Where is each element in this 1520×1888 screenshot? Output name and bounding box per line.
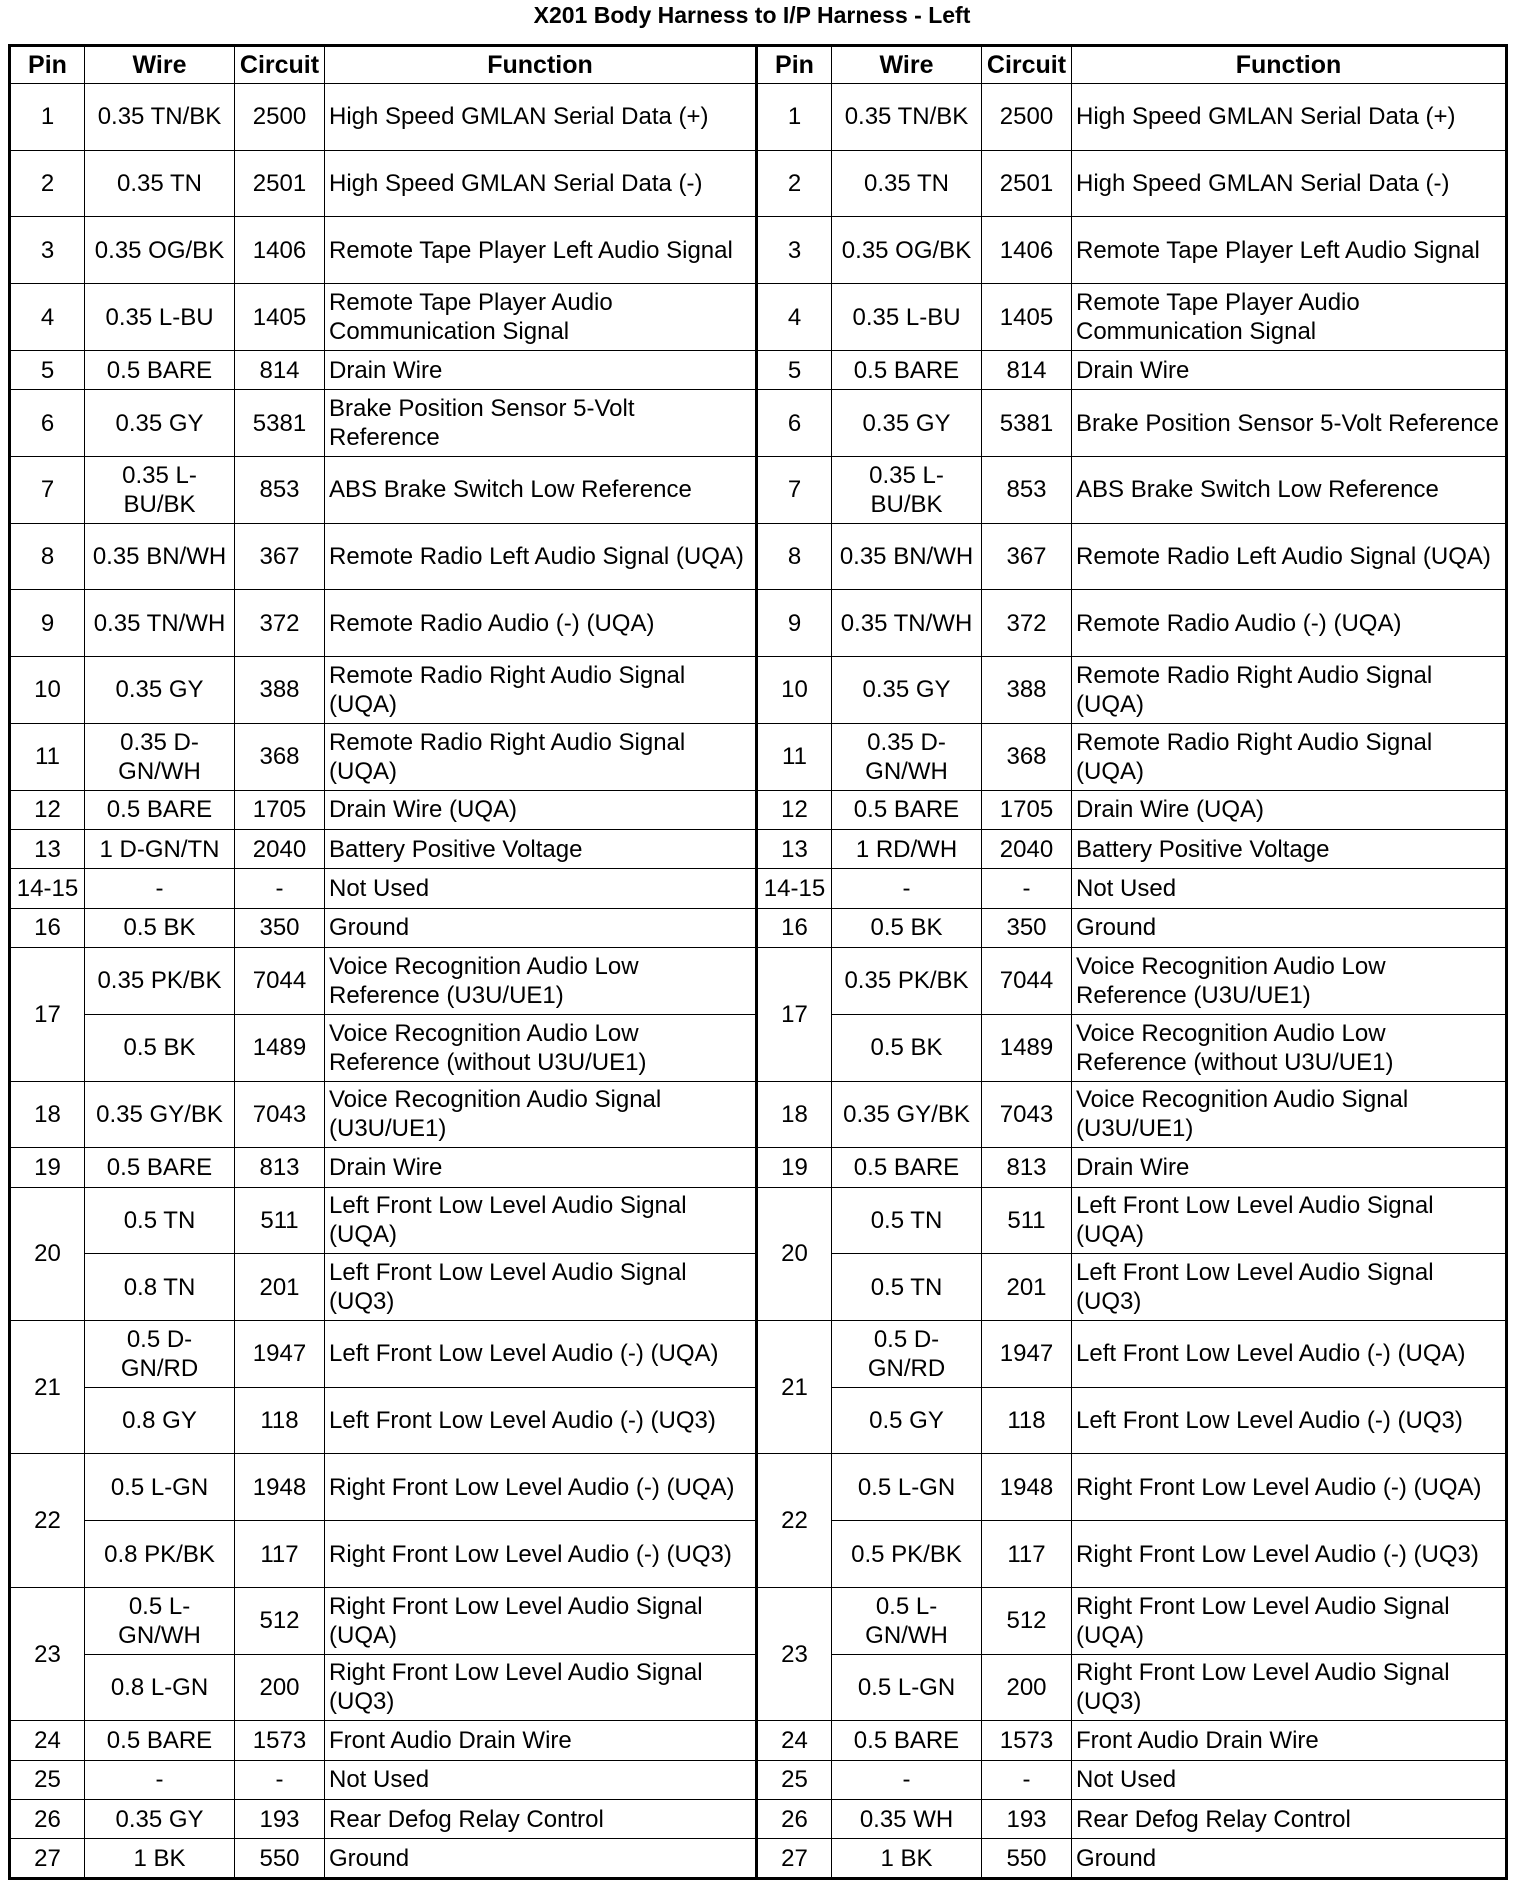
function-description: Right Front Low Level Audio (-) (UQ3) [325, 1521, 757, 1588]
wire-spec: 0.35 GY/BK [85, 1081, 235, 1148]
wire-spec: 0.35 TN/BK [85, 84, 235, 151]
table-row [10, 657, 1507, 724]
circuit-number: 550 [982, 1839, 1072, 1879]
wire-spec: 0.35 TN/BK [832, 84, 982, 151]
pin-number: 5 [757, 350, 832, 389]
pin-number: 14-15 [757, 869, 832, 908]
pin-number: 17 [757, 948, 832, 1081]
pin-number: 13 [10, 829, 85, 868]
function-description: Ground [1072, 908, 1507, 947]
wire-spec: 0.5 L-GN/WH [85, 1587, 235, 1654]
circuit-number: 7043 [235, 1081, 325, 1148]
wire-spec: 0.35 D-GN/WH [85, 723, 235, 790]
circuit-number: 512 [235, 1587, 325, 1654]
circuit-number: 117 [235, 1521, 325, 1588]
wire-spec: 0.5 GY [832, 1387, 982, 1454]
circuit-number: 388 [235, 657, 325, 724]
table-row [10, 1839, 1507, 1879]
pin-number: 8 [10, 523, 85, 590]
circuit-number: 201 [982, 1254, 1072, 1321]
function-description: Drain Wire (UQA) [325, 790, 757, 829]
header-circuit: Circuit [235, 46, 325, 84]
wire-spec: - [85, 1760, 235, 1799]
page-title: X201 Body Harness to I/P Harness - Left [533, 2, 971, 28]
circuit-number: 5381 [235, 390, 325, 457]
circuit-number: 200 [235, 1654, 325, 1721]
circuit-number: 7043 [982, 1081, 1072, 1148]
wire-spec: - [85, 869, 235, 908]
function-description: Remote Radio Left Audio Signal (UQA) [1072, 523, 1507, 590]
circuit-number: 1573 [235, 1721, 325, 1760]
wire-spec: 0.5 TN [832, 1187, 982, 1254]
wire-spec: 0.5 D-GN/RD [85, 1321, 235, 1388]
pin-number: 12 [10, 790, 85, 829]
table-row [10, 217, 1507, 284]
wire-spec: 0.5 BARE [832, 1721, 982, 1760]
table-row [10, 829, 1507, 868]
wire-spec: 0.5 BARE [85, 1721, 235, 1760]
wire-spec: 0.35 GY [85, 1800, 235, 1839]
function-description: Right Front Low Level Audio (-) (UQA) [1072, 1454, 1507, 1521]
header-wire: Wire [85, 46, 235, 84]
pin-number: 10 [757, 657, 832, 724]
header-pin: Pin [10, 46, 85, 84]
function-description: Voice Recognition Audio Low Reference (without U3U/UE1) [1072, 1014, 1507, 1081]
function-description: Right Front Low Level Audio Signal (UQ3) [1072, 1654, 1507, 1721]
circuit-number: 350 [235, 908, 325, 947]
table-row [10, 1800, 1507, 1839]
wire-spec: 0.35 L-BU/BK [832, 456, 982, 523]
pin-number: 20 [757, 1187, 832, 1320]
function-description: Left Front Low Level Audio Signal (UQA) [325, 1187, 757, 1254]
function-description: Right Front Low Level Audio Signal (UQ3) [325, 1654, 757, 1721]
function-description: Remote Radio Right Audio Signal (UQA) [1072, 657, 1507, 724]
function-description: Brake Position Sensor 5-Volt Reference [1072, 390, 1507, 457]
circuit-number: 118 [982, 1387, 1072, 1454]
pin-number: 7 [10, 456, 85, 523]
function-description: Voice Recognition Audio Signal (U3U/UE1) [1072, 1081, 1507, 1148]
wire-spec: 0.5 BK [85, 908, 235, 947]
wire-spec: 0.5 TN [832, 1254, 982, 1321]
wire-spec: 0.35 BN/WH [832, 523, 982, 590]
circuit-number: 388 [982, 657, 1072, 724]
wire-spec: 1 RD/WH [832, 829, 982, 868]
wire-spec: 0.35 PK/BK [832, 948, 982, 1015]
pin-number: 23 [10, 1587, 85, 1720]
function-description: High Speed GMLAN Serial Data (+) [1072, 84, 1507, 151]
circuit-number: 511 [982, 1187, 1072, 1254]
circuit-number: 201 [235, 1254, 325, 1321]
circuit-number: 350 [982, 908, 1072, 947]
table-row [10, 908, 1507, 947]
wire-spec: 0.35 TN [832, 150, 982, 217]
pin-number: 27 [10, 1839, 85, 1879]
function-description: Ground [325, 1839, 757, 1879]
pin-number: 10 [10, 657, 85, 724]
circuit-number: - [235, 869, 325, 908]
wire-spec: - [832, 1760, 982, 1799]
circuit-number: 2040 [235, 829, 325, 868]
header-function: Function [1072, 46, 1507, 84]
circuit-number: 2040 [982, 829, 1072, 868]
function-description: Remote Tape Player Left Audio Signal [325, 217, 757, 284]
circuit-number: 1573 [982, 1721, 1072, 1760]
wire-spec: 0.35 L-BU/BK [85, 456, 235, 523]
wire-spec: 0.5 L-GN [832, 1654, 982, 1721]
circuit-number: - [982, 1760, 1072, 1799]
function-description: Left Front Low Level Audio (-) (UQA) [325, 1321, 757, 1388]
pin-number: 23 [757, 1587, 832, 1720]
pin-number: 4 [757, 284, 832, 351]
function-description: Rear Defog Relay Control [325, 1800, 757, 1839]
circuit-number: 368 [235, 723, 325, 790]
pin-number: 11 [10, 723, 85, 790]
wire-spec: 0.35 D-GN/WH [832, 723, 982, 790]
circuit-number: 813 [235, 1148, 325, 1187]
pin-number: 16 [757, 908, 832, 947]
pin-number: 24 [757, 1721, 832, 1760]
function-description: Remote Radio Right Audio Signal (UQA) [325, 723, 757, 790]
circuit-number: 118 [235, 1387, 325, 1454]
circuit-number: 7044 [235, 948, 325, 1015]
pin-number: 21 [10, 1321, 85, 1454]
table-row [10, 590, 1507, 657]
circuit-number: 1406 [235, 217, 325, 284]
circuit-number: 2500 [982, 84, 1072, 151]
pin-number: 2 [10, 150, 85, 217]
pin-number: 1 [757, 84, 832, 151]
pin-number: 7 [757, 456, 832, 523]
function-description: Front Audio Drain Wire [1072, 1721, 1507, 1760]
circuit-number: 814 [982, 350, 1072, 389]
function-description: Left Front Low Level Audio Signal (UQA) [1072, 1187, 1507, 1254]
wire-spec: 0.35 PK/BK [85, 948, 235, 1015]
function-description: Drain Wire [1072, 1148, 1507, 1187]
circuit-number: 1489 [235, 1014, 325, 1081]
function-description: Not Used [1072, 1760, 1507, 1799]
pin-number: 4 [10, 284, 85, 351]
pin-number: 19 [10, 1148, 85, 1187]
pin-number: 3 [10, 217, 85, 284]
pin-number: 8 [757, 523, 832, 590]
function-description: Drain Wire [325, 350, 757, 389]
function-description: ABS Brake Switch Low Reference [1072, 456, 1507, 523]
table-row [10, 790, 1507, 829]
header-function: Function [325, 46, 757, 84]
wire-spec: 0.8 TN [85, 1254, 235, 1321]
wire-spec: 0.5 BARE [832, 350, 982, 389]
wire-spec: 0.5 L-GN [832, 1454, 982, 1521]
circuit-number: 5381 [982, 390, 1072, 457]
function-description: Remote Radio Left Audio Signal (UQA) [325, 523, 757, 590]
header-wire: Wire [832, 46, 982, 84]
pin-number: 25 [757, 1760, 832, 1799]
wire-spec: 1 BK [85, 1839, 235, 1879]
table-header-row [10, 46, 1507, 84]
table-row [10, 869, 1507, 908]
pin-number: 9 [757, 590, 832, 657]
wire-spec: 0.5 BK [832, 1014, 982, 1081]
circuit-number: 1948 [982, 1454, 1072, 1521]
wire-spec: 0.5 BARE [832, 1148, 982, 1187]
circuit-number: 193 [235, 1800, 325, 1839]
function-description: Left Front Low Level Audio Signal (UQ3) [325, 1254, 757, 1321]
wire-spec: 0.5 BARE [85, 350, 235, 389]
wire-spec: 0.35 OG/BK [832, 217, 982, 284]
table-row [10, 1587, 1507, 1654]
circuit-number: 1947 [235, 1321, 325, 1388]
wire-spec: 0.35 GY/BK [832, 1081, 982, 1148]
wire-spec: 0.8 PK/BK [85, 1521, 235, 1588]
function-description: Brake Position Sensor 5-Volt Reference [325, 390, 757, 457]
pin-number: 11 [757, 723, 832, 790]
function-description: Front Audio Drain Wire [325, 1721, 757, 1760]
function-description: Left Front Low Level Audio (-) (UQA) [1072, 1321, 1507, 1388]
pin-number: 17 [10, 948, 85, 1081]
function-description: Right Front Low Level Audio Signal (UQA) [1072, 1587, 1507, 1654]
function-description: Drain Wire (UQA) [1072, 790, 1507, 829]
function-description: Right Front Low Level Audio (-) (UQA) [325, 1454, 757, 1521]
table-row [10, 284, 1507, 351]
wire-spec: 0.35 TN/WH [85, 590, 235, 657]
pin-number: 5 [10, 350, 85, 389]
function-description: Right Front Low Level Audio Signal (UQA) [325, 1587, 757, 1654]
circuit-number: 372 [982, 590, 1072, 657]
function-description: Voice Recognition Audio Low Reference (without U3U/UE1) [325, 1014, 757, 1081]
pin-number: 3 [757, 217, 832, 284]
function-description: Voice Recognition Audio Signal (U3U/UE1) [325, 1081, 757, 1148]
circuit-number: 368 [982, 723, 1072, 790]
wire-spec: 0.5 L-GN/WH [832, 1587, 982, 1654]
function-description: Remote Tape Player Left Audio Signal [1072, 217, 1507, 284]
function-description: Voice Recognition Audio Low Reference (U3U/UE1) [1072, 948, 1507, 1015]
circuit-number: 117 [982, 1521, 1072, 1588]
function-description: Ground [325, 908, 757, 947]
pin-number: 19 [757, 1148, 832, 1187]
wire-spec: 0.35 OG/BK [85, 217, 235, 284]
table-row [10, 84, 1507, 151]
wire-spec: 0.35 GY [85, 657, 235, 724]
wire-spec: 1 D-GN/TN [85, 829, 235, 868]
table-row [10, 150, 1507, 217]
wire-spec: 0.5 PK/BK [832, 1521, 982, 1588]
wire-spec: 0.8 L-GN [85, 1654, 235, 1721]
function-description: Right Front Low Level Audio (-) (UQ3) [1072, 1521, 1507, 1588]
wire-spec: 0.5 BARE [85, 790, 235, 829]
function-description: Rear Defog Relay Control [1072, 1800, 1507, 1839]
pin-number: 25 [10, 1760, 85, 1799]
circuit-number: 1405 [982, 284, 1072, 351]
pin-number: 6 [10, 390, 85, 457]
wire-spec: 0.35 L-BU [85, 284, 235, 351]
table-row [10, 723, 1507, 790]
circuit-number: - [982, 869, 1072, 908]
function-description: Left Front Low Level Audio (-) (UQ3) [325, 1387, 757, 1454]
header-circuit: Circuit [982, 46, 1072, 84]
function-description: Not Used [325, 1760, 757, 1799]
wire-spec: 0.35 L-BU [832, 284, 982, 351]
circuit-number: 2500 [235, 84, 325, 151]
circuit-number: 372 [235, 590, 325, 657]
circuit-number: 367 [235, 523, 325, 590]
wire-spec: 0.35 GY [85, 390, 235, 457]
function-description: Left Front Low Level Audio Signal (UQ3) [1072, 1254, 1507, 1321]
circuit-number: 1947 [982, 1321, 1072, 1388]
table-row [10, 1454, 1507, 1521]
pin-number: 22 [757, 1454, 832, 1587]
circuit-number: 853 [982, 456, 1072, 523]
wire-spec: 0.35 GY [832, 390, 982, 457]
circuit-number: 853 [235, 456, 325, 523]
circuit-number: 813 [982, 1148, 1072, 1187]
table-row [10, 390, 1507, 457]
function-description: Ground [1072, 1839, 1507, 1879]
pin-number: 26 [757, 1800, 832, 1839]
circuit-number: 814 [235, 350, 325, 389]
header-pin: Pin [757, 46, 832, 84]
pin-number: 21 [757, 1321, 832, 1454]
function-description: Not Used [325, 869, 757, 908]
circuit-number: 511 [235, 1187, 325, 1254]
table-row [10, 1148, 1507, 1187]
function-description: Left Front Low Level Audio (-) (UQ3) [1072, 1387, 1507, 1454]
wire-spec: 0.35 TN/WH [832, 590, 982, 657]
pin-number: 18 [757, 1081, 832, 1148]
table-body [10, 84, 1507, 1879]
circuit-number: 1406 [982, 217, 1072, 284]
circuit-number: 1405 [235, 284, 325, 351]
function-description: Remote Radio Audio (-) (UQA) [1072, 590, 1507, 657]
function-description: Remote Tape Player Audio Communication Signal [325, 284, 757, 351]
wire-spec: 0.35 WH [832, 1800, 982, 1839]
function-description: Remote Radio Audio (-) (UQA) [325, 590, 757, 657]
function-description: High Speed GMLAN Serial Data (-) [325, 150, 757, 217]
table-row [10, 350, 1507, 389]
circuit-number: 1705 [982, 790, 1072, 829]
wire-spec: 0.5 BARE [832, 790, 982, 829]
wire-spec: 0.5 L-GN [85, 1454, 235, 1521]
wire-spec: - [832, 869, 982, 908]
pin-number: 22 [10, 1454, 85, 1587]
function-description: Remote Tape Player Audio Communication Signal [1072, 284, 1507, 351]
pin-number: 12 [757, 790, 832, 829]
circuit-number: 367 [982, 523, 1072, 590]
function-description: Not Used [1072, 869, 1507, 908]
circuit-number: 193 [982, 1800, 1072, 1839]
pin-number: 2 [757, 150, 832, 217]
pin-number: 24 [10, 1721, 85, 1760]
table-row [10, 456, 1507, 523]
table-row [10, 1721, 1507, 1760]
pin-number: 27 [757, 1839, 832, 1879]
pin-number: 18 [10, 1081, 85, 1148]
circuit-number: 512 [982, 1587, 1072, 1654]
wire-spec: 0.35 BN/WH [85, 523, 235, 590]
circuit-number: 550 [235, 1839, 325, 1879]
wire-spec: 0.35 GY [832, 657, 982, 724]
function-description: ABS Brake Switch Low Reference [325, 456, 757, 523]
pin-number: 16 [10, 908, 85, 947]
circuit-number: 200 [982, 1654, 1072, 1721]
function-description: Remote Radio Right Audio Signal (UQA) [1072, 723, 1507, 790]
table-row [10, 1321, 1507, 1388]
circuit-number: - [235, 1760, 325, 1799]
pin-number: 6 [757, 390, 832, 457]
function-description: Battery Positive Voltage [1072, 829, 1507, 868]
function-description: High Speed GMLAN Serial Data (+) [325, 84, 757, 151]
table-row [10, 1081, 1507, 1148]
wire-spec: 0.8 GY [85, 1387, 235, 1454]
function-description: Remote Radio Right Audio Signal (UQA) [325, 657, 757, 724]
wire-spec: 0.5 TN [85, 1187, 235, 1254]
function-description: Voice Recognition Audio Low Reference (U3U/UE1) [325, 948, 757, 1015]
function-description: Drain Wire [325, 1148, 757, 1187]
function-description: High Speed GMLAN Serial Data (-) [1072, 150, 1507, 217]
table-row [10, 1760, 1507, 1799]
pin-number: 20 [10, 1187, 85, 1320]
wire-spec: 0.5 BARE [85, 1148, 235, 1187]
function-description: Drain Wire [1072, 350, 1507, 389]
circuit-number: 7044 [982, 948, 1072, 1015]
circuit-number: 2501 [982, 150, 1072, 217]
wire-spec: 0.5 BK [832, 908, 982, 947]
pin-number: 1 [10, 84, 85, 151]
table-row [10, 948, 1507, 1015]
circuit-number: 1705 [235, 790, 325, 829]
wire-spec: 0.5 D-GN/RD [832, 1321, 982, 1388]
wire-spec: 0.35 TN [85, 150, 235, 217]
function-description: Battery Positive Voltage [325, 829, 757, 868]
circuit-number: 1489 [982, 1014, 1072, 1081]
table-row [10, 1187, 1507, 1254]
circuit-number: 1948 [235, 1454, 325, 1521]
pin-number: 26 [10, 1800, 85, 1839]
table-row [10, 523, 1507, 590]
circuit-number: 2501 [235, 150, 325, 217]
pin-number: 9 [10, 590, 85, 657]
pin-number: 13 [757, 829, 832, 868]
wire-spec: 0.5 BK [85, 1014, 235, 1081]
pin-number: 14-15 [10, 869, 85, 908]
connector-pinout-table [8, 44, 1508, 1880]
wire-spec: 1 BK [832, 1839, 982, 1879]
